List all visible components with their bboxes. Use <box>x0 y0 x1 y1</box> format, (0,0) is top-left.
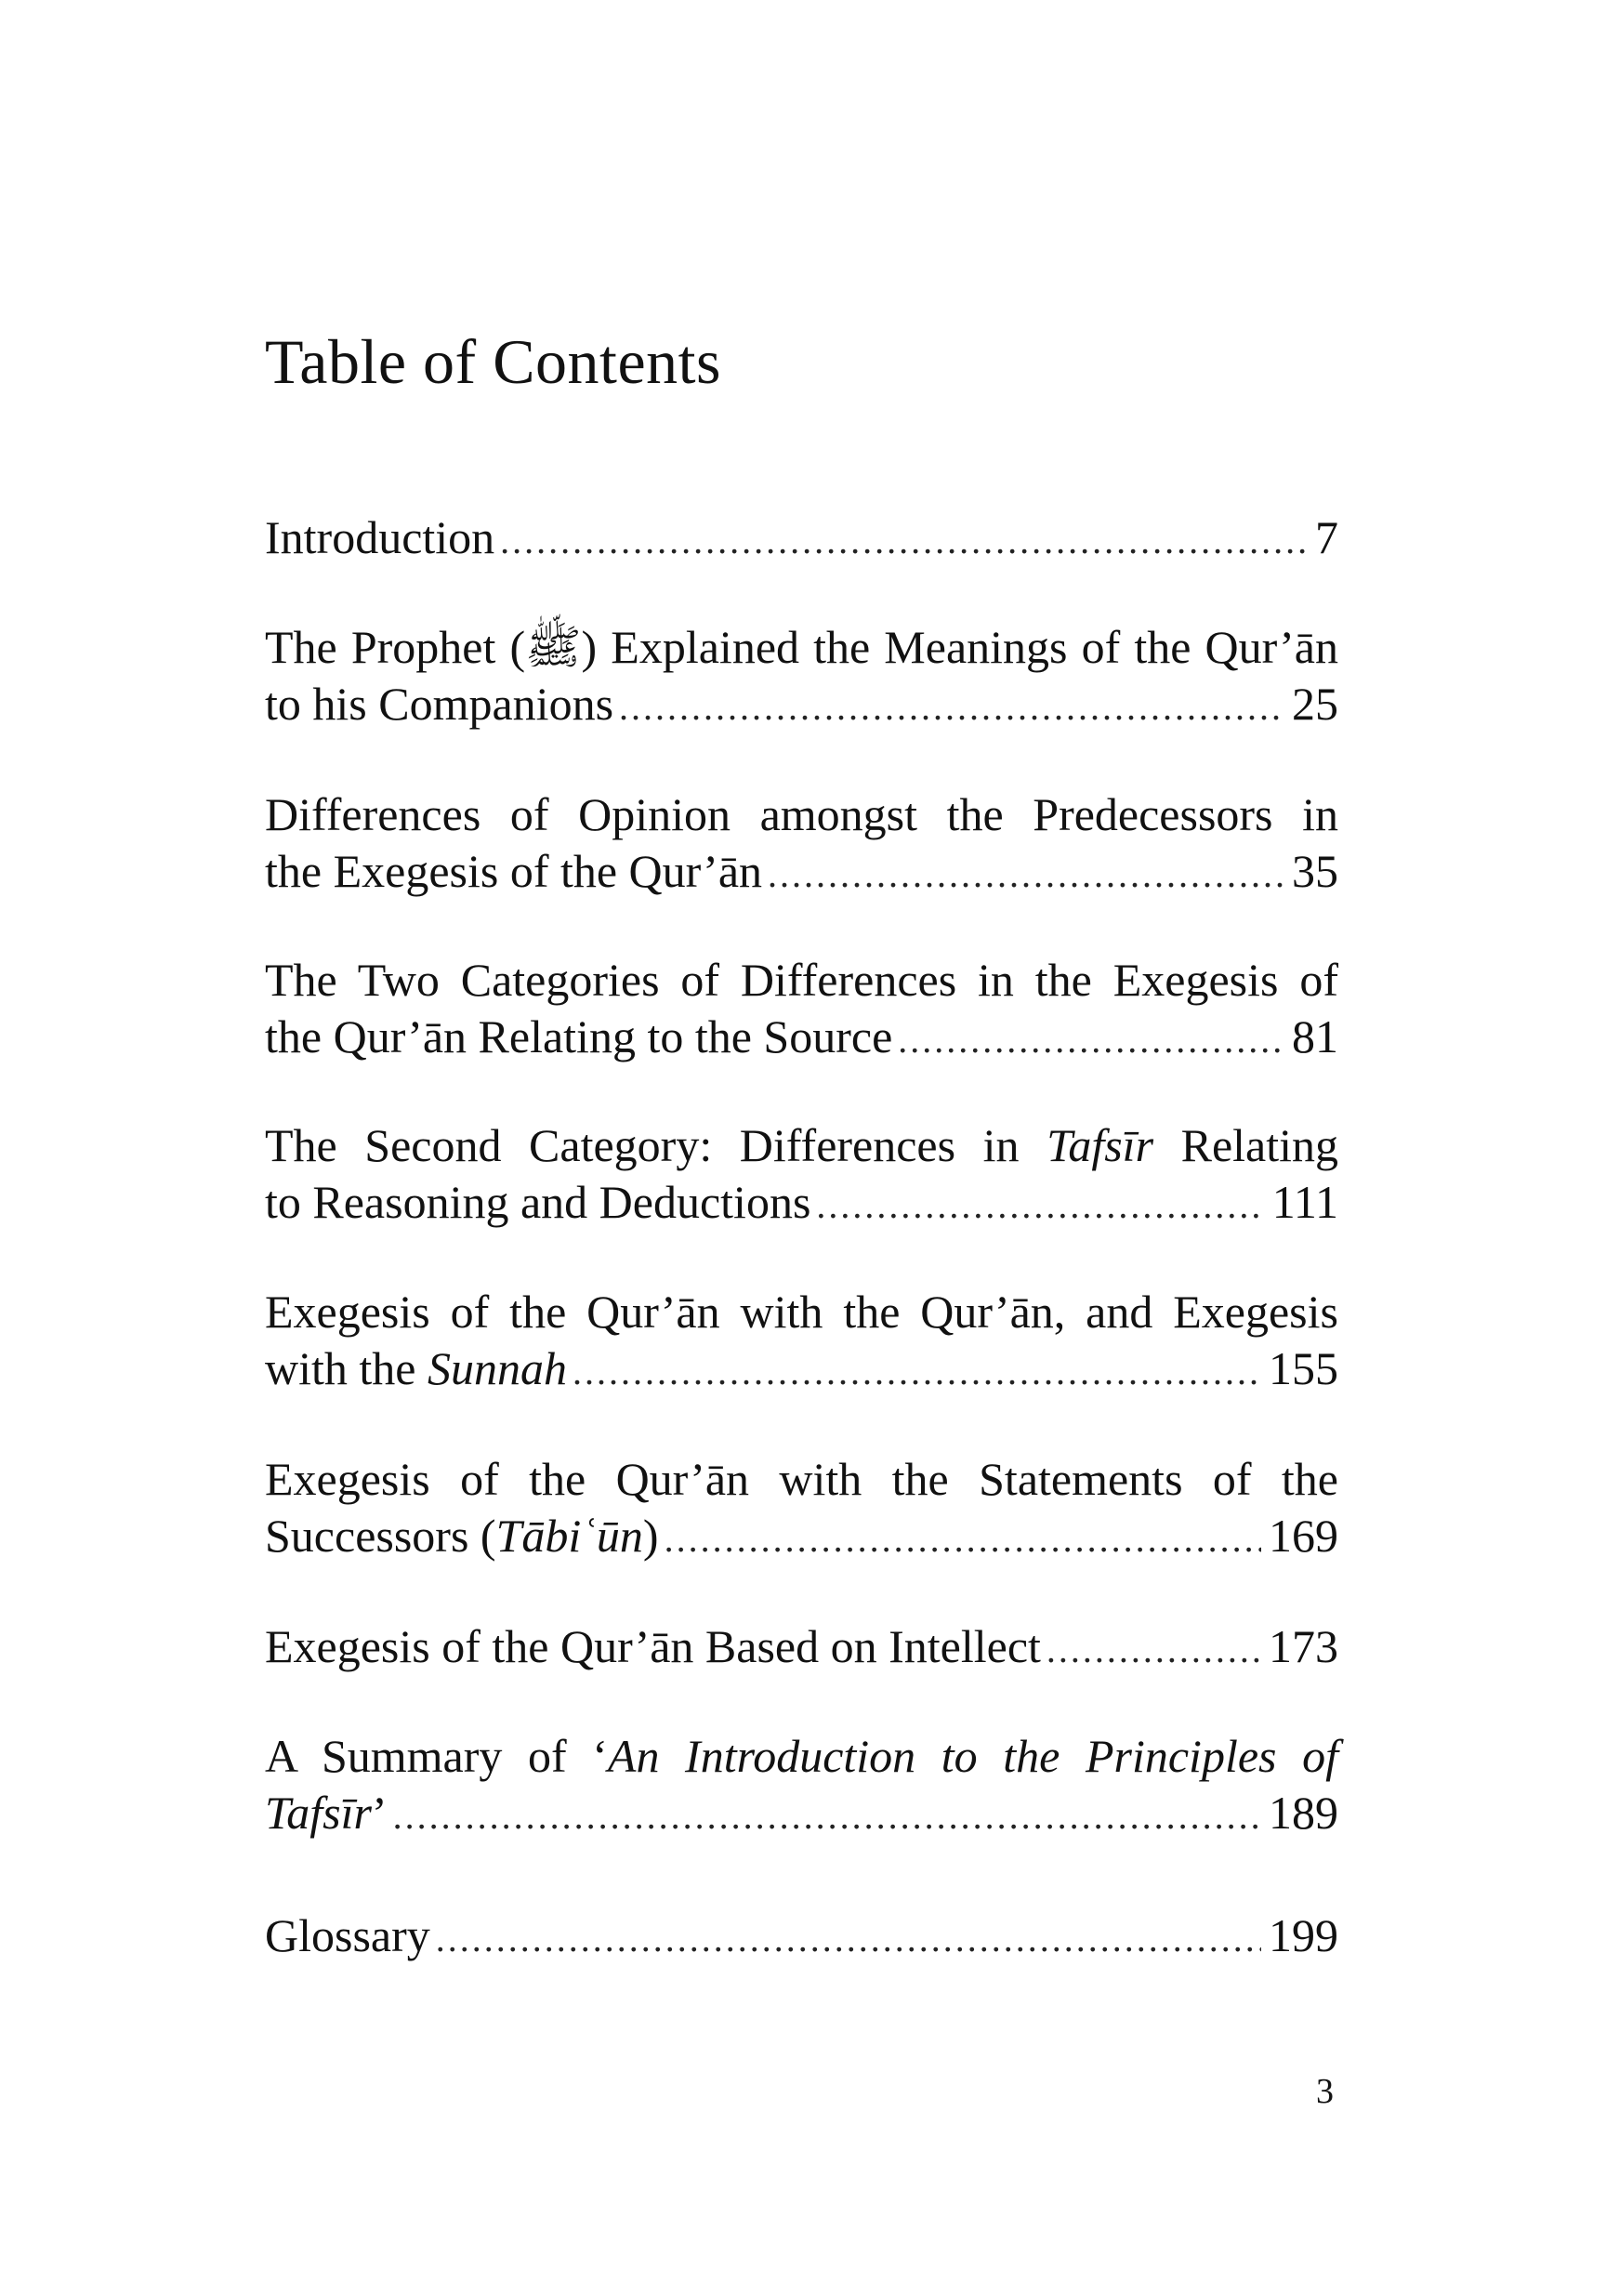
toc-entry-introduction[interactable] <box>265 509 1338 569</box>
dot-leader <box>393 1788 1261 1844</box>
toc-page-number: 173 <box>1269 1620 1338 1672</box>
toc-page-number: 7 <box>1315 511 1338 563</box>
toc-entry-title: the Exegesis of the Qur’ān <box>265 845 763 897</box>
toc-page-number: 35 <box>1292 845 1338 897</box>
toc-page-number: 199 <box>1269 1909 1338 1961</box>
dot-leader <box>436 1910 1261 1967</box>
toc-entry-title: to Reasoning and Deductions <box>265 1176 811 1228</box>
toc-entry-title: Exegesis of the Qur’ān Based on Intellect <box>265 1620 1041 1672</box>
toc-entry-title-line1: The Prophet (ﷺ) Explained the Meanings of the Qur’ān <box>265 621 1338 673</box>
dot-leader <box>665 1511 1261 1567</box>
toc-entry-title-part: ’ <box>371 1787 388 1839</box>
toc-entry-title-line1: Differences of Opinion amongst the Predecessors in <box>265 788 1338 840</box>
toc-page-number: 25 <box>1292 678 1338 730</box>
dot-leader <box>573 1343 1261 1400</box>
toc-page-number: 189 <box>1269 1787 1338 1839</box>
toc-entry-quran-with-quran[interactable] <box>265 1284 1338 1400</box>
toc-entry-two-categories[interactable] <box>265 952 1338 1068</box>
toc-entry-prophet-explained[interactable] <box>265 619 1338 735</box>
toc-entry-title-line1 <box>265 1117 1338 1174</box>
toc-entry-title-line1: Exegesis of the Qur’ān with the Statements of the <box>265 1453 1338 1505</box>
toc-entry-title-part: ) <box>642 1510 659 1562</box>
toc-entry-title-italic: Sunnah <box>427 1342 567 1394</box>
toc-entry-title-part: The Second Category: Differences in <box>265 1119 1020 1171</box>
toc-entry-title-part: Relating <box>1180 1119 1339 1171</box>
dot-leader <box>816 1177 1264 1234</box>
dot-leader <box>619 679 1284 735</box>
toc-page-number: 169 <box>1269 1510 1338 1562</box>
toc-entry-glossary[interactable] <box>265 1907 1338 1967</box>
dot-leader <box>500 512 1308 569</box>
toc-entry-title: to his Companions <box>265 678 614 730</box>
toc-entry-title-italic: Tafsīr <box>265 1787 372 1839</box>
toc-entry-based-on-intellect[interactable] <box>265 1618 1338 1678</box>
toc-entry-title: the Qur’ān Relating to the Source <box>265 1010 893 1062</box>
toc-entry-title-italic: Tābiʿūn <box>495 1510 643 1562</box>
page-number-footer: 3 <box>1316 2072 1334 2111</box>
toc-entry-title: Glossary <box>265 1909 430 1961</box>
toc-entry-title-line1: Exegesis of the Qur’ān with the Qur’ān, and Exegesis <box>265 1286 1338 1338</box>
toc-entry-title: Introduction <box>265 511 495 563</box>
toc-entry-title-part: Successors ( <box>265 1510 496 1562</box>
toc-entry-title-line1: The Two Categories of Differences in the Exegesis of <box>265 954 1338 1006</box>
toc-entry-title <box>265 1785 388 1841</box>
toc-page-number: 111 <box>1271 1176 1338 1228</box>
toc-entry-title-line1 <box>265 1728 1338 1785</box>
toc-entry-differences-of-opinion[interactable] <box>265 786 1338 903</box>
toc-entry-title <box>265 1340 567 1397</box>
toc-entry-title-part: with the <box>265 1342 416 1394</box>
toc-page-number: 81 <box>1292 1010 1338 1062</box>
toc-entry-second-category[interactable] <box>265 1117 1338 1234</box>
dot-leader <box>768 846 1284 903</box>
dot-leader <box>898 1011 1284 1068</box>
dot-leader <box>1047 1621 1261 1678</box>
toc-entry-title-part: A Summary of ‘ <box>265 1730 608 1782</box>
toc-entry-title <box>265 1508 659 1564</box>
toc-page-number: 155 <box>1269 1342 1338 1394</box>
page-title: Table of Contents <box>265 326 721 397</box>
toc-entry-statements-of-successors[interactable] <box>265 1451 1338 1567</box>
toc-entry-summary[interactable] <box>265 1728 1338 1844</box>
toc-entry-title-italic: Tafsīr <box>1047 1119 1154 1171</box>
toc-entry-title-italic: An Introduction to the Principles of <box>607 1730 1338 1782</box>
